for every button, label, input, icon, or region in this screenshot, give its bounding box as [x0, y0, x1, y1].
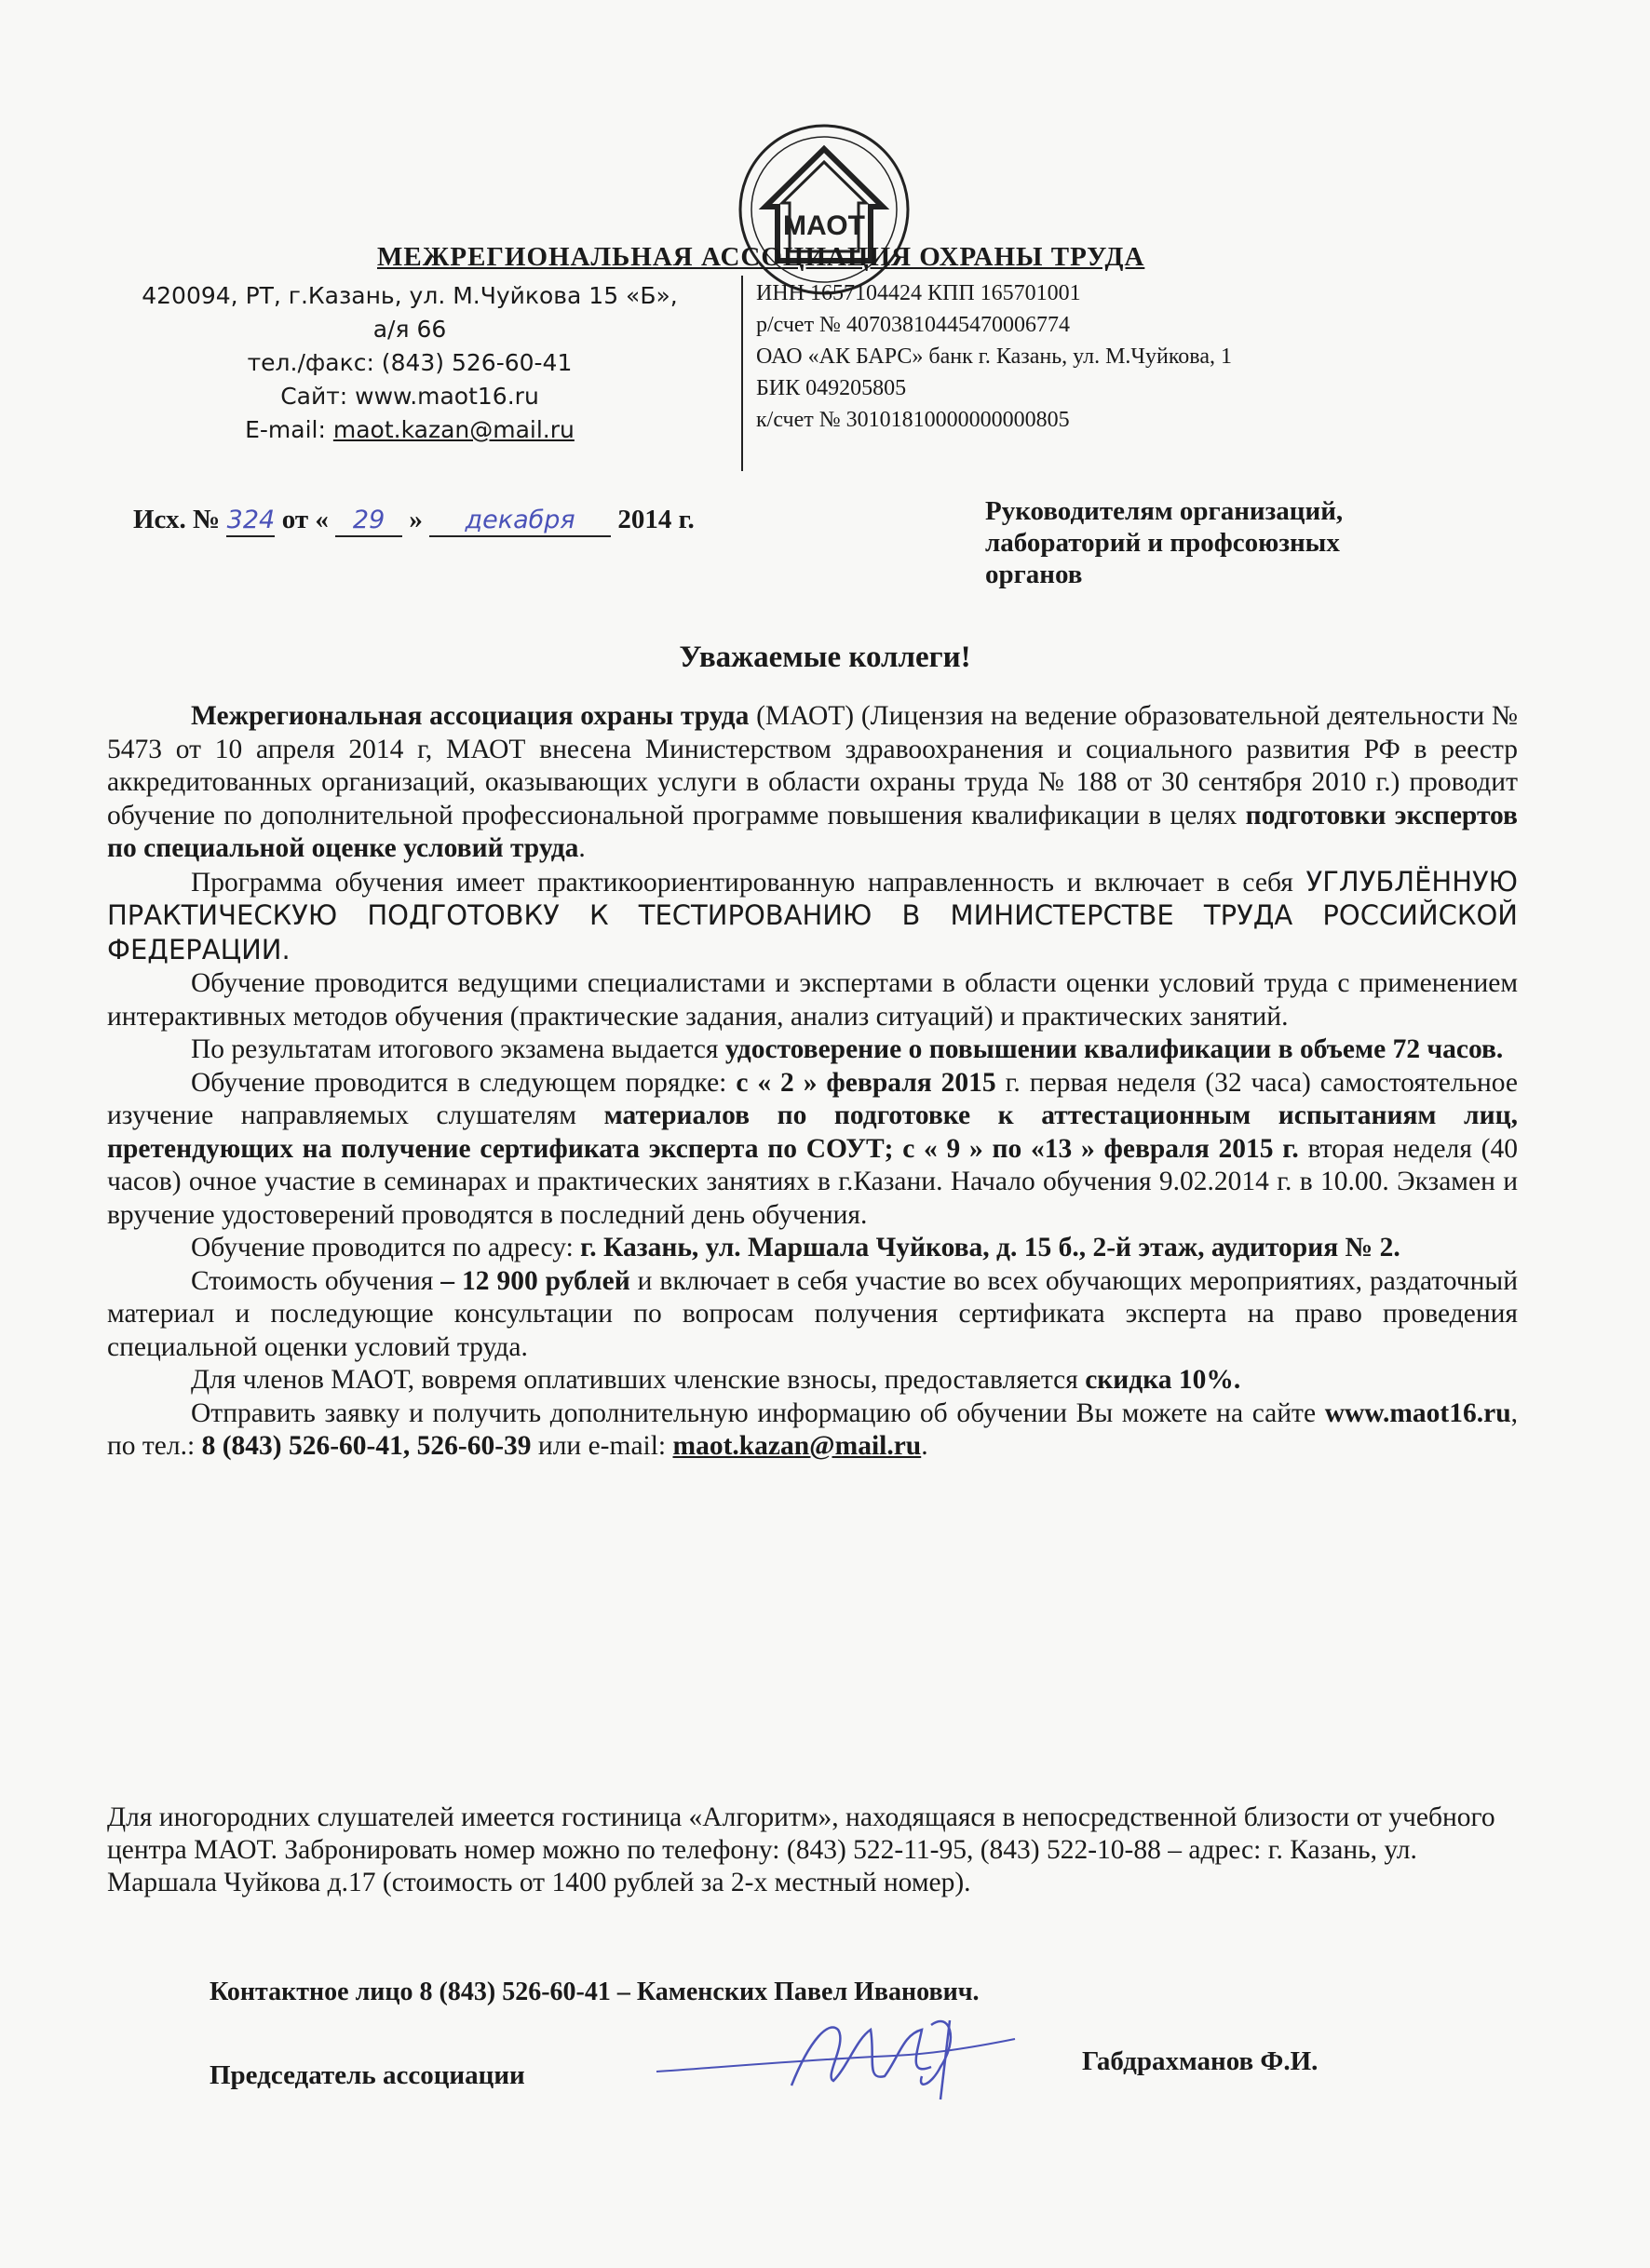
recipient-block: Руководителям организаций, лабораторий и профсоюзных органов: [985, 496, 1344, 589]
address-line: 420094, РТ, г.Казань, ул. М.Чуйкова 15 «Б»,: [142, 282, 678, 309]
paragraph: Программа обучения имеет практикоориентированную направленность и включает в себя УГЛУБЛЁННУЮ ПРАКТИЧЕСКУЮ ПОДГОТОВКУ К ТЕСТИРОВАНИЮ В МИНИСТЕРСТВЕ ТРУДА РОССИЙСКОЙ ФЕДЕРАЦИИ.: [107, 865, 1518, 965]
logo-text: МАОТ: [783, 210, 865, 241]
paragraph: Обучение проводится в следующем порядке: с « 2 » февраля 2015 г. первая неделя (32 часа) самостоятельное изучение направляемых слушателям материалов по подготовке к аттестационным испытаниям лиц, претендующих на получение сертификата эксперта по СОУТ; с « 9 » по «13 » февраля 2015 г. вторая неделя (40 часов) очное участие в семинарах и практических занятиях в г.Казани. Начало обучения 9.02.2014 г. в 10.00. Экзамен и вручение удостоверений проводятся в последний день обучения.: [107, 1067, 1518, 1230]
bank-name: ОАО «АК БАРС» банк г. Казань, ул. М.Чуйкова, 1: [756, 344, 1232, 369]
paragraph: Стоимость обучения – 12 900 рублей и включает в себя участие во всех обучающих мероприятиях, раздаточный материал и последующие консультации по вопросам получения сертификата эксперта на право проведения специальной оценки условий труда.: [107, 1265, 1518, 1362]
address-block: [84, 279, 736, 447]
phone: тел./факс: (843) 526-60-41: [247, 349, 573, 376]
letter-body: [107, 700, 1518, 1464]
bik: БИК 049205805: [756, 376, 907, 400]
org-title: МЕЖРЕГИОНАЛЬНАЯ АССОЦИАЦИЯ ОХРАНЫ ТРУДА: [377, 242, 1145, 272]
bank-details: [756, 277, 1408, 436]
hotel-info: Для иногородних слушателей имеется гостиница «Алгоритм», находящаяся в непосредственной близости от учебного центра МАОТ. Забронировать номер можно по телефону: (843) 522-11-95, (843) 522-10-88 – адрес: г. Казань, ул. Маршала Чуйкова д.17 (стоимость от 1400 рублей за 2-х местный номер).: [107, 1802, 1495, 1897]
email-link: maot.kazan@mail.ru: [672, 1431, 922, 1461]
paragraph: Отправить заявку и получить дополнительную информацию об обучении Вы можете на сайте www.maot16.ru, по тел.: 8 (843) 526-60-41, 526-60-39 или e-mail: maot.kazan@mail.ru.: [107, 1397, 1518, 1461]
po-box: а/я 66: [372, 316, 447, 343]
salutation: Уважаемые коллеги!: [679, 641, 971, 674]
email-link: maot.kazan@mail.ru: [332, 416, 575, 443]
paragraph: Для членов МАОТ, вовремя оплативших членские взносы, предоставляется скидка 10%.: [191, 1365, 1241, 1395]
phone-numbers: 8 (843) 526-60-41, 526-60-39: [201, 1431, 532, 1461]
paragraph: По результатам итогового экзамена выдается удостоверение о повышении квалификации в объеме 72 часов.: [191, 1034, 1504, 1064]
account: р/счет № 40703810445470006774: [756, 313, 1070, 337]
paragraph: Обучение проводится ведущими специалистами и экспертами в области оценки условий труда с применением интерактивных методов обучения (практические задания, анализ ситуаций) и практических занятий.: [107, 968, 1518, 1032]
divider: [741, 276, 743, 471]
corr-account: к/счет № 30101810000000000805: [756, 408, 1070, 432]
paragraph: Обучение проводится по адресу: г. Казань, ул. Маршала Чуйкова, д. 15 б., 2-й этаж, аудитория № 2.: [191, 1233, 1400, 1262]
ref-day: 29: [352, 506, 385, 534]
ref-month: декабря: [465, 506, 575, 534]
outgoing-reference: Исх. № 324 от « 29 » декабря 2014 г.: [133, 505, 804, 537]
paragraph: Межрегиональная ассоциация охраны труда (МАОТ) (Лицензия на ведение образовательной деятельности № 5473 от 10 апреля 2014 г, МАОТ внесена Министерством здравоохранения и социального развития РФ в реестр аккредитованных организаций, оказывающих услуги в области охраны труда № 188 от 30 сентября 2010 г.) проводит обучение по дополнительной профессиональной программе повышения квалификации в целях подготовки экспертов по специальной оценке условий труда.: [107, 701, 1518, 863]
contact-person: Контактное лицо 8 (843) 526-60-41 – Каменских Павел Иванович.: [210, 1978, 980, 2006]
ref-number: 324: [226, 506, 276, 534]
signatory-name: Габдрахманов Ф.И.: [1082, 2046, 1319, 2076]
website: Сайт: www.maot16.ru: [280, 383, 539, 410]
handwritten-signature-icon: [652, 2002, 1024, 2104]
email-line: E-mail: maot.kazan@mail.ru: [245, 416, 575, 443]
inn-kpp: ИНН 1657104424 КПП 165701001: [756, 281, 1081, 305]
signatory-title: Председатель ассоциации: [210, 2060, 525, 2090]
site-link: www.maot16.ru: [1324, 1397, 1511, 1428]
